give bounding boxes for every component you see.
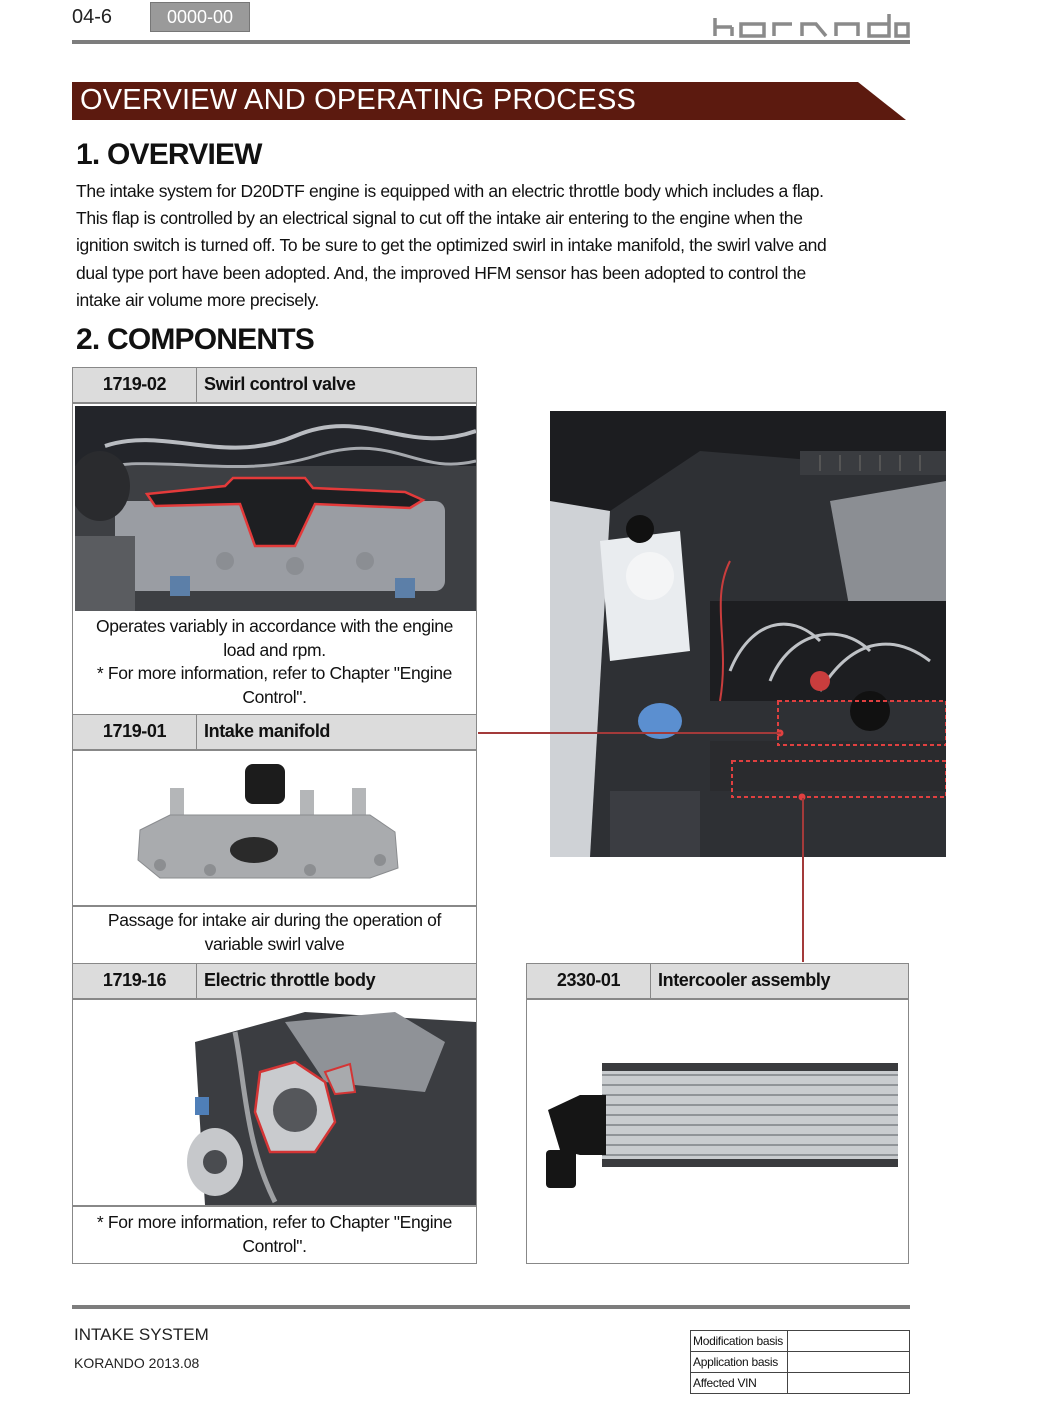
section-code-badge: 0000-00 [150,2,250,32]
page-number: 04-6 [72,6,113,28]
engine-bay-photo [550,411,946,857]
overview-line: dual type port have been adopted. And, the improved HFM sensor has been adopted to control the [76,262,806,283]
desc-line: * For more information, refer to Chapter "Engine [96,663,453,683]
overview-line: This flap is controlled by an electrical signal to cut off the intake air entering to the engine when the [76,208,803,229]
component-code: 2330-01 [527,964,651,998]
component-header-intake-manifold [72,714,477,750]
components-heading: 2. COMPONENTS [76,323,314,356]
table-row [691,1352,910,1373]
table-value [788,1373,910,1394]
swirl-valve-description [76,615,473,709]
table-label: Affected VIN [691,1373,788,1394]
footer-section-title: INTAKE SYSTEM [74,1325,209,1344]
intake-manifold-description [76,909,473,956]
component-code: 1719-01 [73,715,197,749]
table-value [788,1352,910,1373]
component-header-intercooler [526,963,909,999]
brand-logo [712,10,910,40]
intake-manifold-photo [130,760,410,900]
component-name: Intake manifold [204,721,331,741]
component-code: 1719-02 [73,368,197,402]
desc-line: Control". [242,686,307,707]
overview-heading: 1. OVERVIEW [76,138,262,171]
component-code: 1719-16 [73,964,197,998]
component-name: Intercooler assembly [658,970,831,990]
overview-line: ignition switch is turned off. To be sure to get the optimized swirl in intake manifold, the swirl valve and [76,235,827,256]
banner-title: OVERVIEW AND OPERATING PROCESS [80,84,637,116]
divider [72,905,477,907]
brand-text: korando [712,10,716,11]
component-header-swirl-valve [72,367,477,403]
desc-line: Passage for intake air during the operation of [107,910,442,930]
desc-line: Control". [242,1235,307,1256]
desc-line: load and rpm. [223,639,326,660]
component-name: Swirl control valve [204,374,356,394]
overview-line: The intake system for D20DTF engine is equipped with an electric throttle body which includes a flap. [76,181,824,201]
revision-info-table [690,1330,910,1394]
table-row [691,1373,910,1394]
table-label: Application basis [691,1352,788,1373]
table-value [788,1331,910,1352]
divider [72,1205,477,1207]
desc-line: variable swirl valve [204,933,345,954]
desc-line: * For more information, refer to Chapter "Engine [96,1212,453,1232]
overview-paragraph [76,178,906,314]
leader-line-manifold [478,732,781,734]
throttle-body-description [76,1211,473,1258]
footer-edition: KORANDO 2013.08 [74,1355,200,1371]
component-name: Electric throttle body [204,970,376,990]
throttle-body-photo [175,1002,476,1205]
desc-line: Operates variably in accordance with the engine [95,616,454,636]
swirl-valve-photo [75,406,476,611]
intercooler-photo [540,1055,900,1195]
leader-line-intercooler [802,798,804,962]
table-row [691,1331,910,1352]
overview-line: intake air volume more precisely. [76,289,319,310]
component-header-throttle-body [72,963,477,999]
footer-rule [72,1305,910,1309]
header-rule [72,40,910,44]
table-label: Modification basis [691,1331,788,1352]
